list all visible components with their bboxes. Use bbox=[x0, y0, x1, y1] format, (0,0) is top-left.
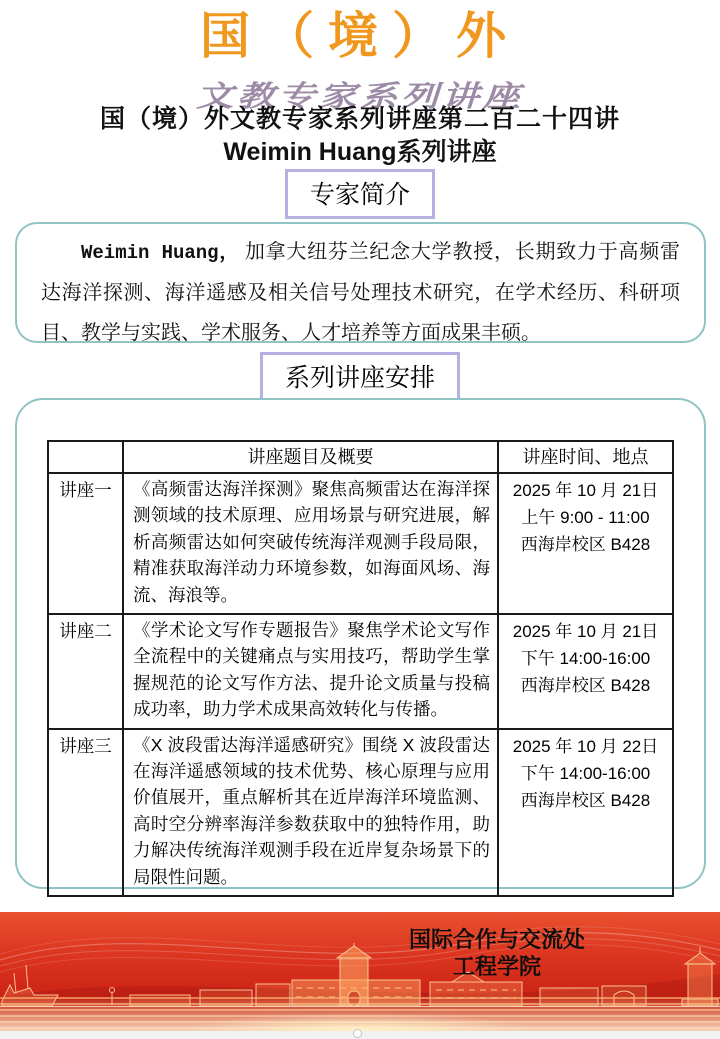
table-header-empty bbox=[48, 441, 123, 473]
logo-title: 国（境）外 bbox=[200, 7, 520, 65]
banner-stripes-decoration bbox=[0, 997, 720, 1031]
lecture-2-date: 2025 年 10 月 21日 bbox=[512, 622, 659, 642]
table-header-topic: 讲座题目及概要 bbox=[123, 441, 498, 473]
table-row-lecture-1 bbox=[48, 473, 673, 614]
expert-intro-body: 加拿大纽芬兰纪念大学教授，长期致力于高频雷达海洋探测、海洋遥感及相关信号处理技术研究，在学术经历、科研项目、教学与实践、学术服务、人才培养等方面成果丰硕。 bbox=[41, 241, 681, 344]
table-header-row bbox=[48, 441, 673, 473]
expert-intro-card bbox=[15, 222, 706, 343]
logo-subtitle: 文教专家系列讲座 bbox=[196, 79, 524, 113]
lecture-2-venue: 西海岸校区 B428 bbox=[520, 676, 651, 696]
lecture-3-hours: 下午 14:00-16:00 bbox=[520, 763, 651, 783]
logo bbox=[0, 8, 720, 115]
table-row-lecture-2 bbox=[48, 614, 673, 729]
speaker-name: Weimin Huang bbox=[223, 138, 397, 166]
lecture-2-summary: 《学术论文写作专题报告》聚焦学术论文写作全流程中的关键痛点与实用技巧，帮助学生掌握规范的论文写作方法、提升论文质量与投稿成功率，助力学术成果高效转化与传播。 bbox=[123, 614, 498, 729]
lecture-2-time-cell bbox=[498, 614, 673, 729]
lecture-3-label: 讲座三 bbox=[48, 729, 123, 896]
expert-intro-label: 专家简介 bbox=[285, 169, 435, 219]
main-title bbox=[0, 103, 720, 169]
title-line-1: 国（境）外文教专家系列讲座第二百二十四讲 bbox=[99, 106, 620, 133]
lecture-1-hours: 上午 9:00 - 11:00 bbox=[521, 508, 650, 527]
lecture-1-label: 讲座一 bbox=[48, 473, 123, 614]
organizer-line-1: 国际合作与交流处 bbox=[408, 927, 585, 952]
lecture-2-label: 讲座二 bbox=[48, 614, 123, 729]
expert-intro-text bbox=[41, 232, 680, 353]
lecture-3-time-cell bbox=[498, 729, 673, 896]
organizer-line-2: 工程学院 bbox=[452, 954, 541, 979]
expert-name: Weimin Huang， bbox=[81, 242, 240, 264]
title-line-2 bbox=[0, 136, 720, 169]
lecture-3-venue: 西海岸校区 B428 bbox=[520, 790, 651, 810]
scrollbar-thumb[interactable] bbox=[353, 1029, 362, 1038]
lecture-1-summary: 《高频雷达海洋探测》聚焦高频雷达在海洋探测领域的技术原理、应用场景与研究进展，解析高频雷达如何突破传统海洋观测手段局限，精准获取海洋动力环境参数，如海面风场、海流、海浪等。 bbox=[123, 473, 498, 614]
table-row-lecture-3 bbox=[48, 729, 673, 896]
scrollbar-track[interactable] bbox=[0, 1031, 720, 1039]
footer-banner bbox=[0, 912, 720, 1031]
schedule-label: 系列讲座安排 bbox=[260, 352, 460, 402]
schedule-table bbox=[47, 440, 674, 897]
lecture-1-venue: 西海岸校区 B428 bbox=[520, 535, 651, 554]
schedule-card bbox=[15, 398, 706, 889]
lecture-1-time-cell bbox=[498, 473, 673, 614]
lecture-2-hours: 下午 14:00-16:00 bbox=[520, 649, 651, 669]
lecture-1-date: 2025 年 10 月 21日 bbox=[512, 481, 659, 500]
lecture-3-summary: 《X 波段雷达海洋遥感研究》围绕 X 波段雷达在海洋遥感领域的技术优势、核心原理与应用价值展开，重点解析其在近岸海洋环境监测、高时空分辨率海洋参数获取中的独特作用，助力解决传统海洋观测手段在近岸复杂场景下的局限性问题。 bbox=[123, 729, 498, 896]
lecture-3-date: 2025 年 10 月 22日 bbox=[512, 736, 659, 756]
organizer-block bbox=[386, 926, 608, 980]
table-header-time: 讲座时间、地点 bbox=[498, 441, 673, 473]
title-line-2-suffix: 系列讲座 bbox=[396, 139, 497, 166]
